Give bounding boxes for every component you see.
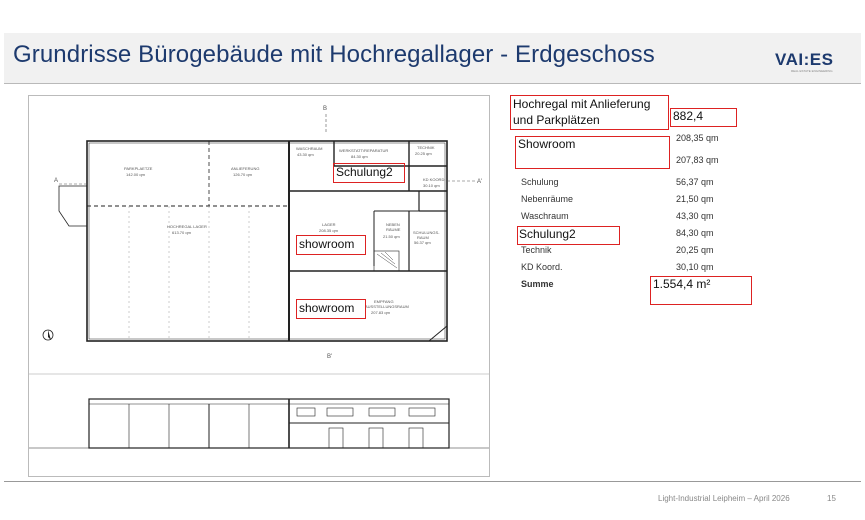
room-neben-sub: RÄUME — [386, 227, 401, 232]
company-logo — [775, 50, 837, 74]
section-marker-a: A — [54, 178, 59, 184]
north-arrow-icon — [43, 330, 53, 340]
table-value-4: 43,30 qm — [676, 211, 714, 221]
annotation-showroom-plan-1: showroom — [299, 237, 355, 251]
building-section — [29, 399, 489, 448]
footer-text: Light-Industrial Leipheim – April 2026 — [658, 494, 790, 503]
room-werkstatt-area: 84.30 qm — [351, 154, 368, 159]
table-value-3: 21,50 qm — [676, 194, 714, 204]
table-label-6: Technik — [521, 245, 552, 255]
room-hochregal-area: 613.70 qm — [172, 230, 191, 235]
table-value-2: 56,37 qm — [676, 177, 714, 187]
room-empfang: EMPFANG — [374, 299, 394, 304]
room-lager-area: 208.35 qm — [319, 228, 338, 233]
page-number: 15 — [827, 494, 836, 503]
room-kd-koord-area: 30.10 qm — [423, 183, 440, 188]
room-parkplaetze-area: 142.00 qm — [126, 172, 145, 177]
section-marker-b: B — [323, 106, 328, 112]
room-werkstatt: WERKSTATT/REPARATUR — [339, 148, 389, 153]
table-label-7: KD Koord. — [521, 262, 563, 272]
table-value-1: 207,83 qm — [676, 155, 719, 165]
footer-divider — [4, 481, 861, 482]
room-parkplaetze: PARKPLAETZE — [124, 166, 153, 171]
stairs — [377, 252, 397, 268]
room-neben-area: 21.50 qm — [383, 234, 400, 239]
room-waschraum-area: 43.30 qm — [297, 152, 314, 157]
annotation-showroom-plan-2: showroom — [299, 301, 355, 315]
table-value-7: 30,10 qm — [676, 262, 714, 272]
room-anlieferung-area: 126.70 qm — [233, 172, 252, 177]
logo-subtitle: REAL ESTATE ENGINEERING — [791, 69, 833, 73]
room-hochregal: HOCHREGAL LAGER — [167, 224, 207, 229]
section-marker-a2: A' — [477, 179, 483, 185]
room-empfang-sub: AUSSTELLUNGSRAUM — [365, 304, 409, 309]
table-value-6: 20,25 qm — [676, 245, 714, 255]
room-schulung-sub: RAUM — [417, 235, 429, 240]
annotation-hochregal-value: 882,4 — [673, 109, 704, 123]
table-label-4: Waschraum — [521, 211, 569, 221]
annotation-hochregal-line2: und Parkplätzen — [513, 113, 600, 127]
table-value-0: 208,35 qm — [676, 133, 719, 143]
room-technik-area: 20.25 qm — [415, 151, 432, 156]
logo-text: VAI:ES — [775, 50, 834, 69]
room-technik: TECHNIK — [417, 145, 435, 150]
room-anlieferung: ANLIEFERUNG — [231, 166, 260, 171]
room-schulung: SCHULUNGS- — [413, 230, 440, 235]
room-lager: LAGER — [322, 222, 336, 227]
page-title: Grundrisse Bürogebäude mit Hochregallager - Erdgeschoss — [13, 41, 655, 68]
floor-plan — [28, 95, 490, 477]
annotation-showroom-table: Showroom — [518, 137, 576, 151]
room-neben: NEBEN — [386, 222, 400, 227]
annotation-hochregal-line1: Hochregal mit Anlieferung — [513, 97, 651, 111]
table-label-3: Nebenräume — [521, 194, 574, 204]
room-schulung-area: 56.37 qm — [414, 240, 431, 245]
table-label-summe: Summe — [521, 279, 554, 289]
slide-header — [4, 33, 861, 84]
annotation-schulung2-plan: Schulung2 — [336, 165, 393, 179]
room-empfang-area: 207.83 qm — [371, 310, 390, 315]
annotation-schulung2-table: Schulung2 — [519, 227, 576, 241]
floor-plan-drawing — [29, 96, 489, 476]
room-waschraum: WASCHRAUM — [296, 146, 323, 151]
room-kd-koord: KD KOORD. — [423, 177, 446, 182]
annotation-summe-value: 1.554,4 m² — [653, 277, 711, 291]
table-value-5: 84,30 qm — [676, 228, 714, 238]
table-label-2: Schulung — [521, 177, 559, 187]
section-marker-b2: B' — [327, 354, 333, 360]
